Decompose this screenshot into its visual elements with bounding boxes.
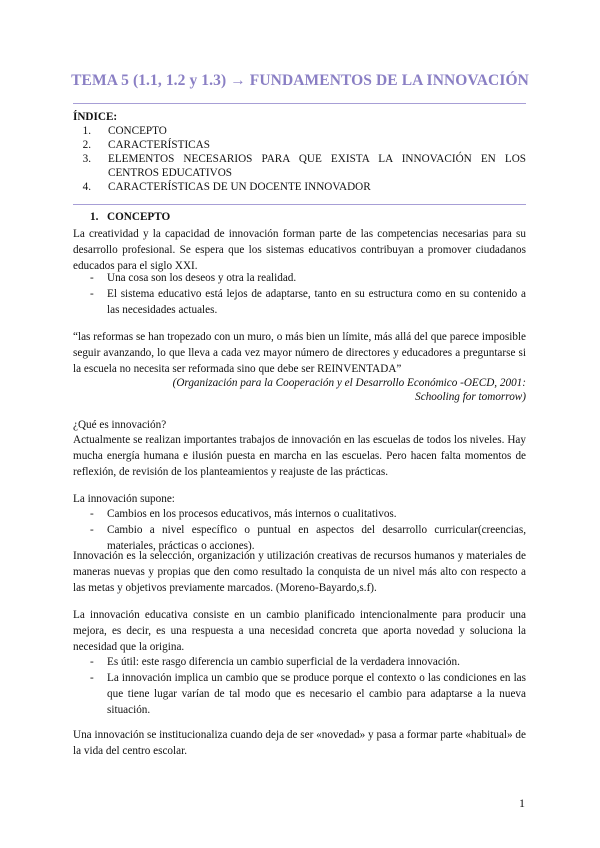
toc-item-text: CARACTERÍSTICAS — [108, 139, 210, 151]
section-number: 1. — [90, 211, 99, 223]
quote-text: “las reformas se han tropezado con un muro, o más bien un límite, más allá del que parece imposible seguir avanzando, lo que lleva a cada vez mayor número de directores y educadores a preguntarse si la escuela no necesita ser reformada sino que debe ser REINVENTADA” — [73, 331, 526, 375]
section-title: CONCEPTO — [107, 211, 171, 223]
page-title: TEMA 5 (1.1, 1.2 y 1.3) → FUNDAMENTOS DE LA INNOVACIÓN — [71, 72, 529, 89]
toc-divider — [73, 204, 526, 205]
bullet-list-features — [73, 654, 526, 718]
list-item-text: Es útil: este rasgo diferencia un cambio superficial de la verdadera innovación. — [107, 656, 460, 668]
list-item-text: Cambio a nivel específico o puntual en aspectos del desarrollo curricular(creencias, materiales, prácticas o acciones). — [107, 524, 526, 552]
list-item: - Cambio a nivel específico o puntual en aspectos del desarrollo curricular(creencias, materiales, prácticas o acciones). — [90, 524, 526, 552]
question-heading: ¿Qué es innovación? — [73, 419, 167, 431]
toc-item-number: 3. — [82, 153, 91, 165]
list-item: - La innovación implica un cambio que se produce porque el contexto o las condiciones en las que tiene lugar varían de tal modo que es necesario el cambio para adaptarse a la nueva situación. — [90, 672, 526, 716]
toc-item — [73, 124, 526, 138]
toc-item — [73, 138, 526, 152]
paragraph-current-work: Actualmente se realizan importantes trabajos de innovación en las escuelas de todos los niveles. Hay mucha energía humana e ilusión puesta en marcha en las escuelas. Pero hacen falta momentos de reflexión, de revisión de los planteamientos y reajuste de las prácticas. — [73, 434, 526, 478]
quote-source-line-1: (Organización para la Cooperación y el Desarrollo Económico -OECD, 2001: — [172, 377, 526, 389]
list-item: - Es útil: este rasgo diferencia un cambio superficial de la verdadera innovación. — [73, 654, 526, 670]
toc-item — [73, 180, 526, 194]
list-item: - El sistema educativo está lejos de adaptarse, tanto en su estructura como en su contenido a las necesidades actuales. — [90, 288, 526, 316]
section-heading — [90, 211, 170, 223]
paragraph-educational-innovation: La innovación educativa consiste en un cambio planificado intencionalmente para producir una mejora, es decir, es una respuesta a una necesidad concreta que aporta novedad y soluciona la necesidad que la origina. — [73, 609, 526, 653]
toc-item-text: CARACTERÍSTICAS DE UN DOCENTE INNOVADOR — [108, 181, 371, 193]
list-item-text: Cambios en los procesos educativos, más internos o cualitativos. — [107, 508, 397, 520]
paragraph-institutionalization: Una innovación se institucionaliza cuando deja de ser «novedad» y pasa a formar parte «habitual» de la vida del centro escolar. — [73, 729, 526, 757]
toc-item — [73, 152, 526, 180]
list-item: - Cambios en los procesos educativos, más internos o cualitativos. — [73, 506, 526, 522]
bullet-list-changes — [73, 506, 526, 554]
toc-heading: ÍNDICE: — [73, 111, 118, 123]
toc-item-text: CONCEPTO — [108, 125, 167, 137]
list-item-text: La innovación implica un cambio que se produce porque el contexto o las condiciones en las que tiene lugar varían de tal modo que es necesario el cambio para adaptarse a la nueva situación. — [107, 672, 526, 716]
list-item-text: El sistema educativo está lejos de adaptarse, tanto en su estructura como en su contenido a las necesidades actuales. — [107, 288, 526, 316]
table-of-contents — [73, 124, 526, 194]
page-number: 1 — [519, 796, 525, 810]
bullet-list-reality — [73, 270, 526, 318]
toc-item-number: 2. — [82, 139, 91, 151]
title-divider — [73, 103, 526, 104]
paragraph-intro: La creatividad y la capacidad de innovación forman parte de las competencias necesarias para su desarrollo profesional. Se espera que los sistemas educativos contribuyan a promover ciudadanos educados para el siglo XXI. — [73, 228, 526, 272]
paragraph-innovation-implies: La innovación supone: — [73, 493, 175, 505]
toc-item-number: 1. — [82, 125, 91, 137]
list-item: - Una cosa son los deseos y otra la realidad. — [73, 270, 526, 286]
toc-item-text: ELEMENTOS NECESARIOS PARA QUE EXISTA LA INNOVACIÓN EN LOS CENTROS EDUCATIVOS — [108, 153, 526, 179]
toc-item-number: 4. — [82, 181, 91, 193]
paragraph-definition: Innovación es la selección, organización y utilización creativas de recursos humanos y materiales de maneras nuevas y propias que den como resultado la conquista de un nivel más alto con respecto a las metas y objetivos previamente marcados. (Moreno-Bayardo,s.f). — [73, 550, 526, 594]
quote-source-line-2: Schooling for tomorrow) — [415, 391, 526, 403]
list-item-text: Una cosa son los deseos y otra la realidad. — [107, 272, 297, 284]
